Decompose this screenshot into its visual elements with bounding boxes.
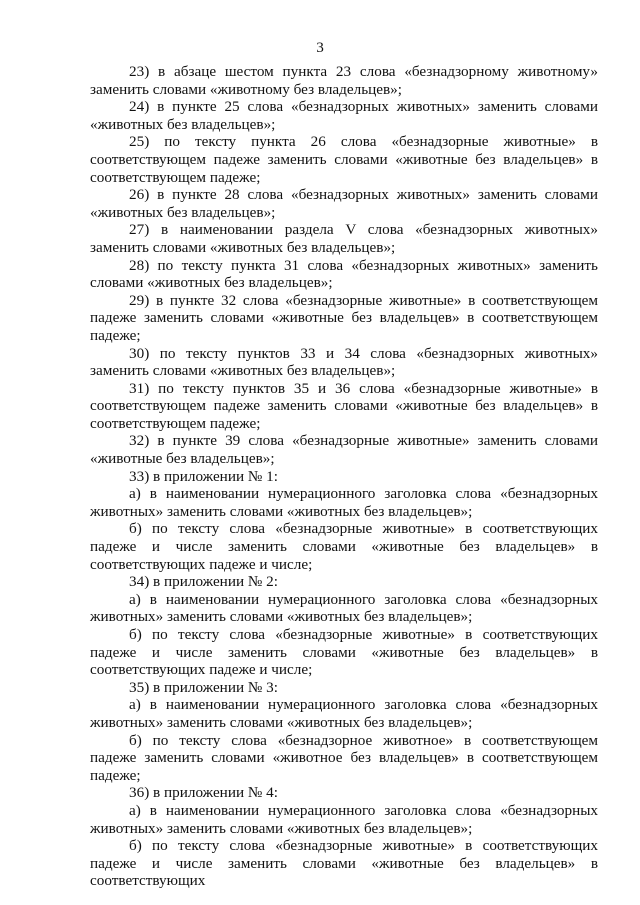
paragraph-item-27: 27) в наименовании раздела V слова «безнадзорных животных» заменить словами «животных без владельцев»; bbox=[90, 221, 598, 256]
paragraph-item-23: 23) в абзаце шестом пункта 23 слова «безнадзорному животному» заменить словами «животному без владельцев»; bbox=[90, 63, 598, 98]
paragraph-item-35: 35) в приложении № 3: bbox=[129, 678, 278, 696]
paragraph-item-32: 32) в пункте 39 слова «безнадзорные животные» заменить словами «животные без владельцев»; bbox=[90, 432, 598, 468]
paragraph-item-34-a: а) в наименовании нумерационного заголовка слова «безнадзорных животных» заменить словами «животных без владельцев»; bbox=[90, 590, 598, 626]
paragraph-item-34: 34) в приложении № 2: bbox=[129, 573, 278, 591]
paragraph-item-33: 33) в приложении № 1: bbox=[129, 467, 278, 485]
paragraph-item-33-a: а) в наименовании нумерационного заголовка слова «безнадзорных животных» заменить словами «животных без владельцев»; bbox=[90, 485, 598, 520]
paragraph-item-33-b: б) по тексту слова «безнадзорные животные» в соответствующих падеже и числе заменить словами «животные без владельцев» в соответствующих падеже и числе; bbox=[90, 520, 598, 573]
paragraph-item-34-b: б) по тексту слова «безнадзорные животные» в соответствующих падеже и числе заменить словами «животные без владельцев» в соответствующих падеже и числе; bbox=[90, 626, 598, 679]
paragraph-item-35-a: а) в наименовании нумерационного заголовка слова «безнадзорных животных» заменить словами «животных без владельцев»; bbox=[90, 696, 598, 731]
paragraph-item-36-a: а) в наименовании нумерационного заголовка слова «безнадзорных животных» заменить словами «животных без владельцев»; bbox=[90, 801, 598, 837]
paragraph-item-26: 26) в пункте 28 слова «безнадзорных животных» заменить словами «животных без владельцев»; bbox=[90, 186, 598, 221]
paragraph-item-35-b: б) по тексту слова «безнадзорное животное» в соответствующем падеже заменить словами «животное без владельцев» в соответствующем падеже; bbox=[90, 731, 598, 784]
paragraph-item-30: 30) по тексту пунктов 33 и 34 слова «безнадзорных животных» заменить словами «животных без владельцев»; bbox=[90, 344, 598, 380]
page-number: 3 bbox=[316, 39, 324, 56]
paragraph-item-36-b: б) по тексту слова «безнадзорные животные» в соответствующих падеже и числе заменить словами «животные без владельцев» в соответствующих bbox=[90, 837, 598, 890]
paragraph-item-36: 36) в приложении № 4: bbox=[129, 784, 278, 802]
paragraph-item-28: 28) по тексту пункта 31 слова «безнадзорных животных» заменить словами «животных без владельцев»; bbox=[90, 256, 598, 292]
paragraph-item-31: 31) по тексту пунктов 35 и 36 слова «безнадзорные животные» в соответствующем падеже заменить словами «животные без владельцев» в соответствующем падеже; bbox=[90, 379, 598, 432]
paragraph-item-24: 24) в пункте 25 слова «безнадзорных животных» заменить словами «животных без владельцев»; bbox=[90, 98, 598, 133]
document-body bbox=[90, 63, 598, 890]
paragraph-item-29: 29) в пункте 32 слова «безнадзорные животные» в соответствующем падеже заменить словами «животные без владельцев» в соответствующем падеже; bbox=[90, 291, 598, 344]
paragraph-item-25: 25) по тексту пункта 26 слова «безнадзорные животные» в соответствующем падеже заменить словами «животные без владельцев» в соответствующем падеже; bbox=[90, 133, 598, 186]
